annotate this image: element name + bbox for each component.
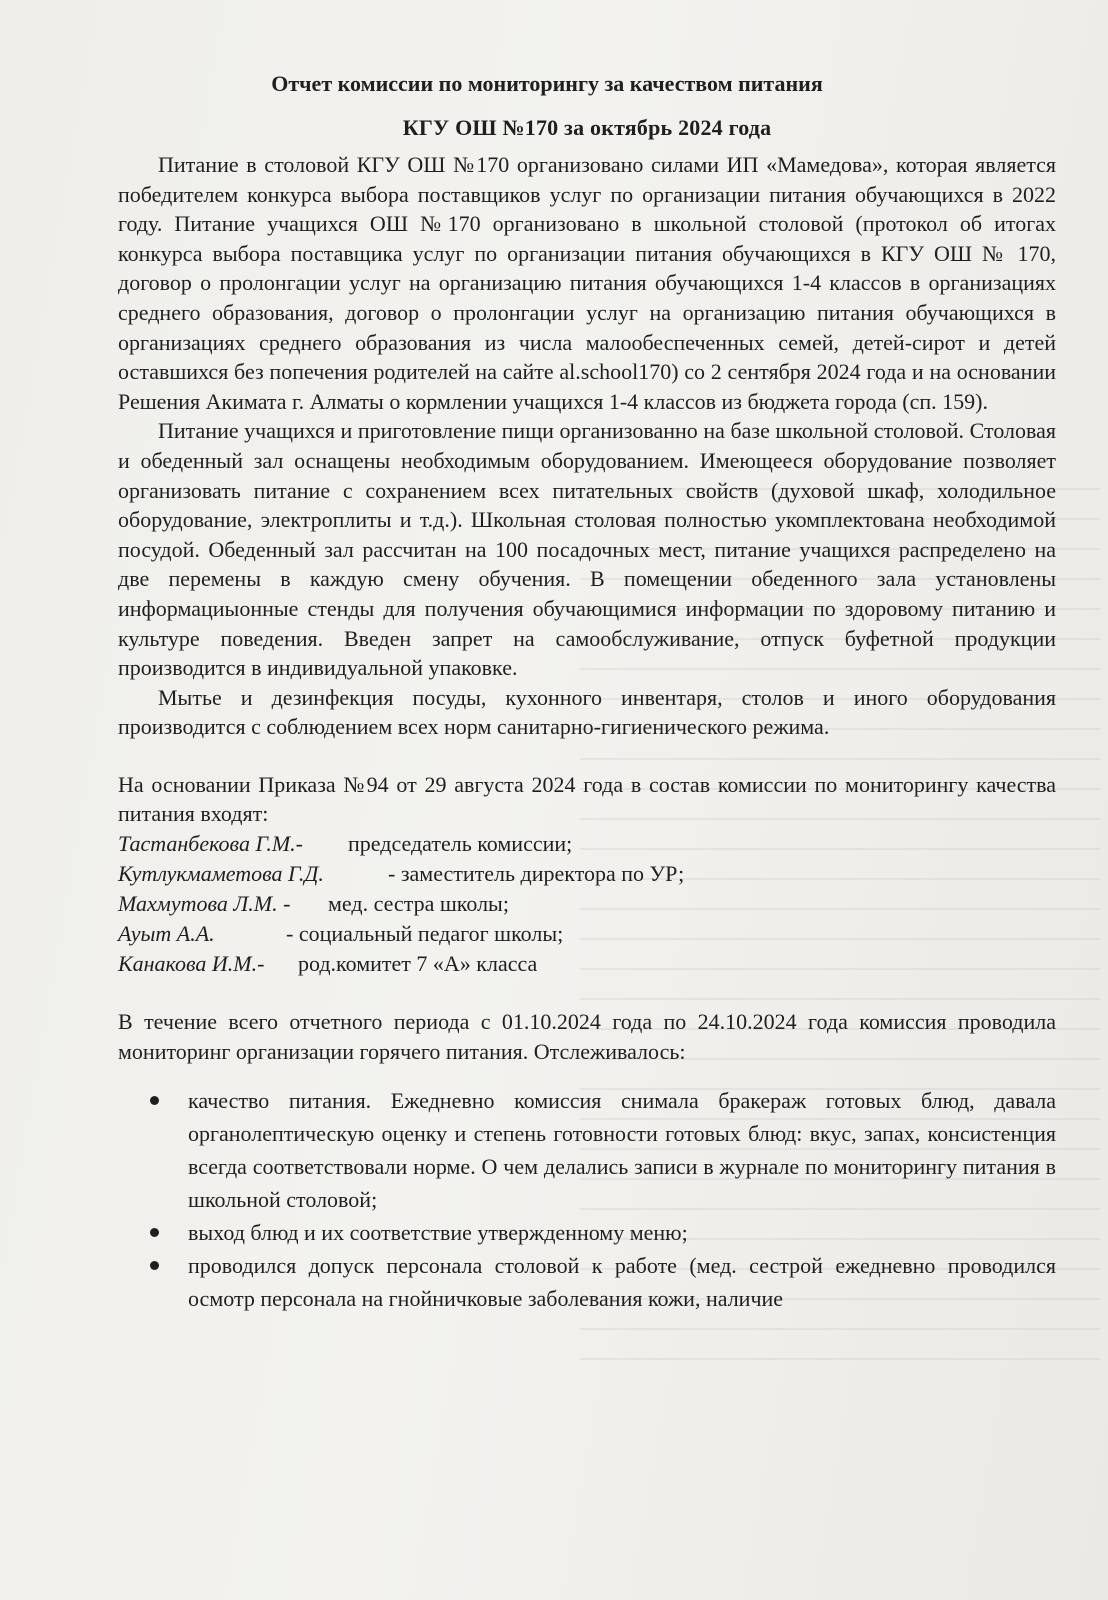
bullet-icon <box>150 1096 159 1105</box>
spacer <box>118 979 1056 1007</box>
commission-members-list <box>118 829 1056 979</box>
report-subtitle: КГУ ОШ №170 за октябрь 2024 года <box>402 115 772 140</box>
list-item-text: выход блюд и их соответствие утвержденному меню; <box>188 1220 688 1246</box>
commission-member <box>118 859 1056 889</box>
document-body <box>118 60 1056 1315</box>
monitoring-items-list <box>118 1084 1056 1315</box>
commission-member <box>118 829 1056 859</box>
list-item <box>118 1084 1056 1216</box>
member-name: Тастанбекова Г.М.- <box>118 831 303 857</box>
list-item-text: проводился допуск персонала столовой к работе (мед. сестрой ежедневно проводился осмотр персонала на гнойничковые заболевания кожи, наличие <box>188 1253 1056 1312</box>
member-role: председатель комиссии; <box>348 831 573 857</box>
list-item <box>118 1216 1056 1249</box>
bullet-icon <box>150 1228 159 1237</box>
member-role: - заместитель директора по УР; <box>388 861 685 887</box>
member-role: мед. сестра школы; <box>328 891 509 917</box>
paragraph-monitoring-period: В течение всего отчетного периода с 01.10.2024 года по 24.10.2024 года комиссия проводила мониторинг организации горячего питания. Отслеживалось: <box>118 1009 1056 1064</box>
member-name: Ауыт А.А. <box>118 921 215 947</box>
commission-member <box>118 889 1056 919</box>
spacer <box>118 742 1056 770</box>
member-name: Кутлукмаметова Г.Д. <box>118 861 324 887</box>
paragraph-disinfection: Мытье и дезинфекция посуды, кухонного инвентаря, столов и иного оборудования производится с соблюдением всех норм санитарно-гигиенического режима. <box>118 684 1056 740</box>
bullet-icon <box>150 1261 159 1270</box>
list-item-text: качество питания. Ежедневно комиссия снимала бракераж готовых блюд, давала органолептическую оценку и степень готовности готовых блюд: вкус, запах, консистенция всегда соответствовали норме. О чем делались записи в журнале по мониторингу питания в школьной столовой; <box>188 1088 1056 1213</box>
member-role: - социальный педагог школы; <box>286 921 564 947</box>
commission-member <box>118 949 1056 979</box>
list-item <box>118 1249 1056 1315</box>
paragraph-catering-organization: Питание в столовой КГУ ОШ №170 организовано силами ИП «Мамедова», которая является победителем конкурса выбора поставщиков услуг по организации питания обучающихся в 2022 году. Питание учащихся ОШ №170 организовано в школьной столовой (протокол об итогах конкурса выбора поставщика услуг по организации питания обучающихся в КГУ ОШ № 170, договор о пролонгации услуг на организацию питания обучающихся 1-4 классов в организациях среднего образования, договор о пролонгации услуг на организацию питания обучающихся в организациях среднего образования из числа малообеспеченных семей, детей-сирот и детей оставшихся без попечения родителей на сайте al.school170) со 2 сентября 2024 года и на основании Решения Акимата г. Алматы о кормлении учащихся 1-4 классов из бюджета города (сп. 159). <box>118 152 1056 414</box>
paragraph-commission-order: На основании Приказа №94 от 29 августа 2024 года в состав комиссии по мониторингу качества питания входят: <box>118 771 1056 827</box>
member-role: род.комитет 7 «А» класса <box>298 951 538 977</box>
member-name: Канакова И.М.- <box>118 951 265 977</box>
member-name: Махмутова Л.М. - <box>118 891 291 917</box>
commission-member <box>118 919 1056 949</box>
paragraph-canteen-equipment: Питание учащихся и приготовление пищи организованно на базе школьной столовой. Столовая и обеденный зал оснащены необходимым оборудованием. Имеющееся оборудование позволяет организовать питание с сохранением всех питательных свойств (духовой шкаф, холодильное оборудование, электроплиты и т.д.). Школьная столовая полностью укомплектована необходимой посудой. Обеденный зал рассчитан на 100 посадочных мест, питание учащихся распределено на две перемены в каждую смену обучения. В помещении обеденного зала установлены информациыонные стенды для получения обучающимися информации по здоровому питанию и культуре поведения. Введен запрет на самообслуживание, отпуск буфетной продукции производится в индивидуальной упаковке. <box>118 418 1056 681</box>
report-title: Отчет комиссии по мониторингу за качеством питания <box>271 71 823 96</box>
